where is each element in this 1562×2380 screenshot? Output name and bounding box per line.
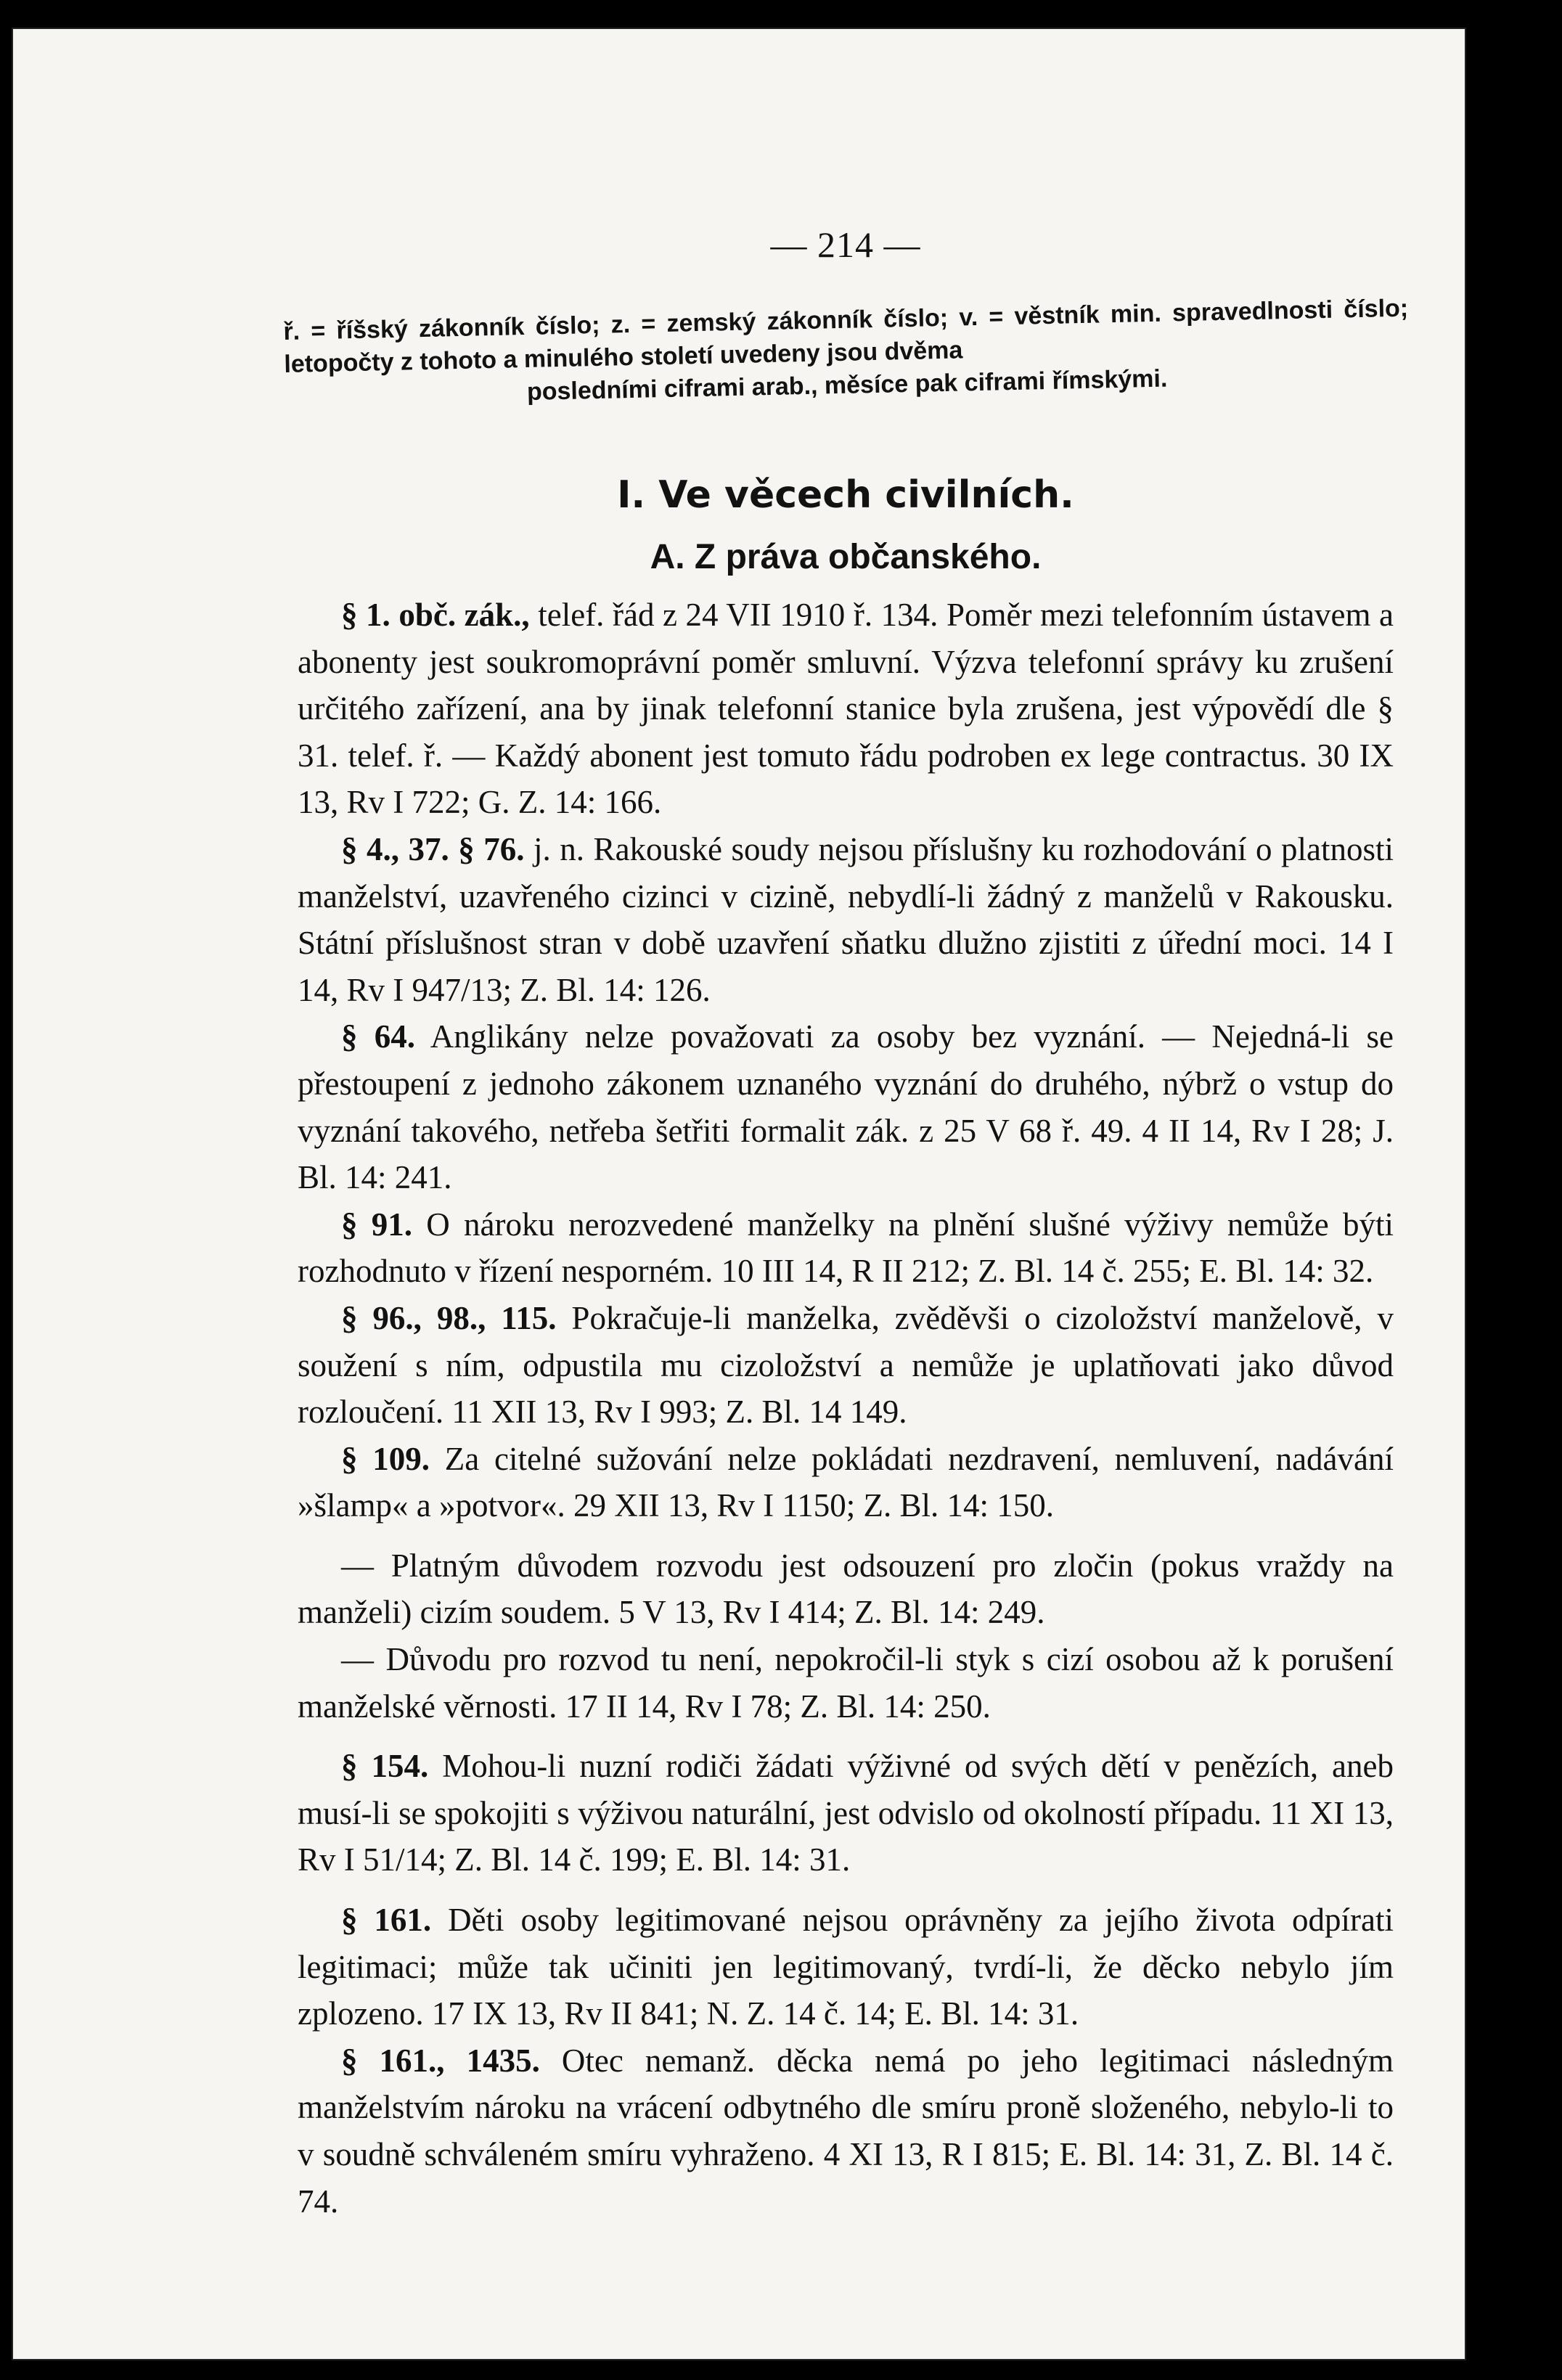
paragraph (298, 592, 1394, 826)
paragraph-text: — Důvodu pro rozvod tu není, nepokročil-li styk s cizí osobou až k porušení manželské věrnosti. 17 II 14, Rv I 78; Z. Bl. 14: 250. (298, 1641, 1394, 1725)
paragraph-text: Za citelné sužování nelze pokládati nezdravení, nemluvení, nadávání »šlamp« a »potvor«. 29 XII 13, Rv I 1150; Z. Bl. 14: 150. (298, 1440, 1394, 1524)
paragraph-ref: § 4., 37. § 76. (341, 830, 525, 867)
paragraph-ref: § 161. (341, 1902, 432, 1939)
paragraph (298, 2037, 1394, 2225)
paragraph (298, 1013, 1394, 1201)
paragraph-text: Děti osoby legitimované nejsou oprávněny za jejího života odpírati legitimaci; může tak učiniti jen legitimovaný, tvrdí-li, že děcko nebylo jím zplozeno. 17 IX 13, Rv II 841; N. Z. 14 č. 14; E. Bl. 14: 31. (298, 1902, 1394, 2032)
paragraph (298, 1201, 1394, 1295)
abbreviations-note (283, 293, 1410, 414)
paragraph-text: Pokračuje-li manželka, zvěděvši o cizoložství manželově, v soužení s ním, odpustila mu cizoložství a nemůže je uplatňovati jako důvod rozloučení. 11 XII 13, Rv I 993; Z. Bl. 14 149. (298, 1299, 1394, 1431)
subsection-heading: A. Z práva občanského. (650, 538, 1042, 576)
abbreviations-last-line: posledními ciframi arab., měsíce pak ciframi římskými. (526, 364, 1168, 406)
paragraph-text: Mohou-li nuzní rodiči žádati výživné od svých dětí v penězích, aneb musí-li se spokojiti s výživou naturální, jest odvislo od okolností případu. 11 XI 13, Rv I 51/14; Z. Bl. 14 č. 199; E. Bl. 14: 31. (298, 1748, 1394, 1878)
paragraph-text: Otec nemanž. děcka nemá po jeho legitimaci následným manželstvím nároku na vrácení odbytného dle smíru proně složeného, nebylo-li to v soudně schváleném smíru vyhraženo. 4 XI 13, R I 815; E. Bl. 14: 31, Z. Bl. 14 č. 74. (298, 2042, 1394, 2220)
paragraph-text: Anglikány nelze považovati za osoby bez vyznání. — Nejedná-li se přestoupení z jednoho zákonem uznaného vyznání do druhého, nýbrž o vstup do vyznání takového, netřeba šetřiti formalit zák. z 25 V 68 ř. 49. 4 II 14, Rv I 28; J. Bl. 14: 241. (298, 1018, 1394, 1196)
book-page (13, 29, 1465, 2359)
paragraph-text: telef. řád z 24 VII 1910 ř. 134. Poměr mezi telefonním ústavem a abonenty jest soukromoprávní poměr smluvní. Výzva telefonní správy ku zrušení určitého zařízení, ana by jinak telefonní stanice byla zrušena, jest výpovědí dle § 31. telef. ř. — Každý abonent jest tomuto řádu podroben ex lege contractus. 30 IX 13, Rv I 722; G. Z. 14: 166. (298, 597, 1394, 821)
page-number: — 214 — (770, 224, 921, 265)
paragraph-text: j. n. Rakouské soudy nejsou příslušny ku rozhodování o platnosti manželství, uzavřeného cizinci v cizině, nebydlí-li žádný z manželů v Rakousku. Státní příslušnost stran v době uzavření sňatku dlužno zjistiti z úřední moci. 14 I 14, Rv I 947/13; Z. Bl. 14: 126. (298, 830, 1394, 1008)
paragraph-ref: § 91. (341, 1206, 412, 1243)
paragraph (298, 1897, 1394, 2037)
paragraph-ref: § 64. (341, 1018, 415, 1055)
paragraph-ref: § 154. (341, 1748, 429, 1785)
abbreviations-text: ř. = říšský zákonník číslo; z. = zemský zákonník číslo; v. = věstník min. spravedlnosti číslo; letopočty z tohoto a minulého století uvedeny jsou dvěma (283, 294, 1409, 378)
paragraph-ref: § 1. obč. zák., (341, 597, 530, 633)
paragraph (298, 1542, 1394, 1636)
paragraph-text: — Platným důvodem rozvodu jest odsouzení pro zločin (pokus vraždy na manželi) cizím soudem. 5 V 13, Rv I 414; Z. Bl. 14: 249. (298, 1547, 1394, 1631)
paragraph (298, 826, 1394, 1013)
paragraph-ref: § 109. (341, 1440, 430, 1477)
paragraph (298, 1295, 1394, 1436)
paragraph (298, 1436, 1394, 1529)
paragraph (298, 1743, 1394, 1884)
body-text (298, 592, 1394, 2225)
paragraph-ref: § 161., 1435. (341, 2042, 540, 2079)
paragraph-ref: § 96., 98., 115. (341, 1299, 557, 1336)
paragraph (298, 1636, 1394, 1730)
paragraph-text: O nároku nerozvedené manželky na plnění slušné výživy nemůže býti rozhodnuto v řízení nesporném. 10 III 14, R II 212; Z. Bl. 14 č. 255; E. Bl. 14: 32. (298, 1206, 1394, 1290)
section-heading: I. Ve věcech civilních. (617, 473, 1074, 517)
